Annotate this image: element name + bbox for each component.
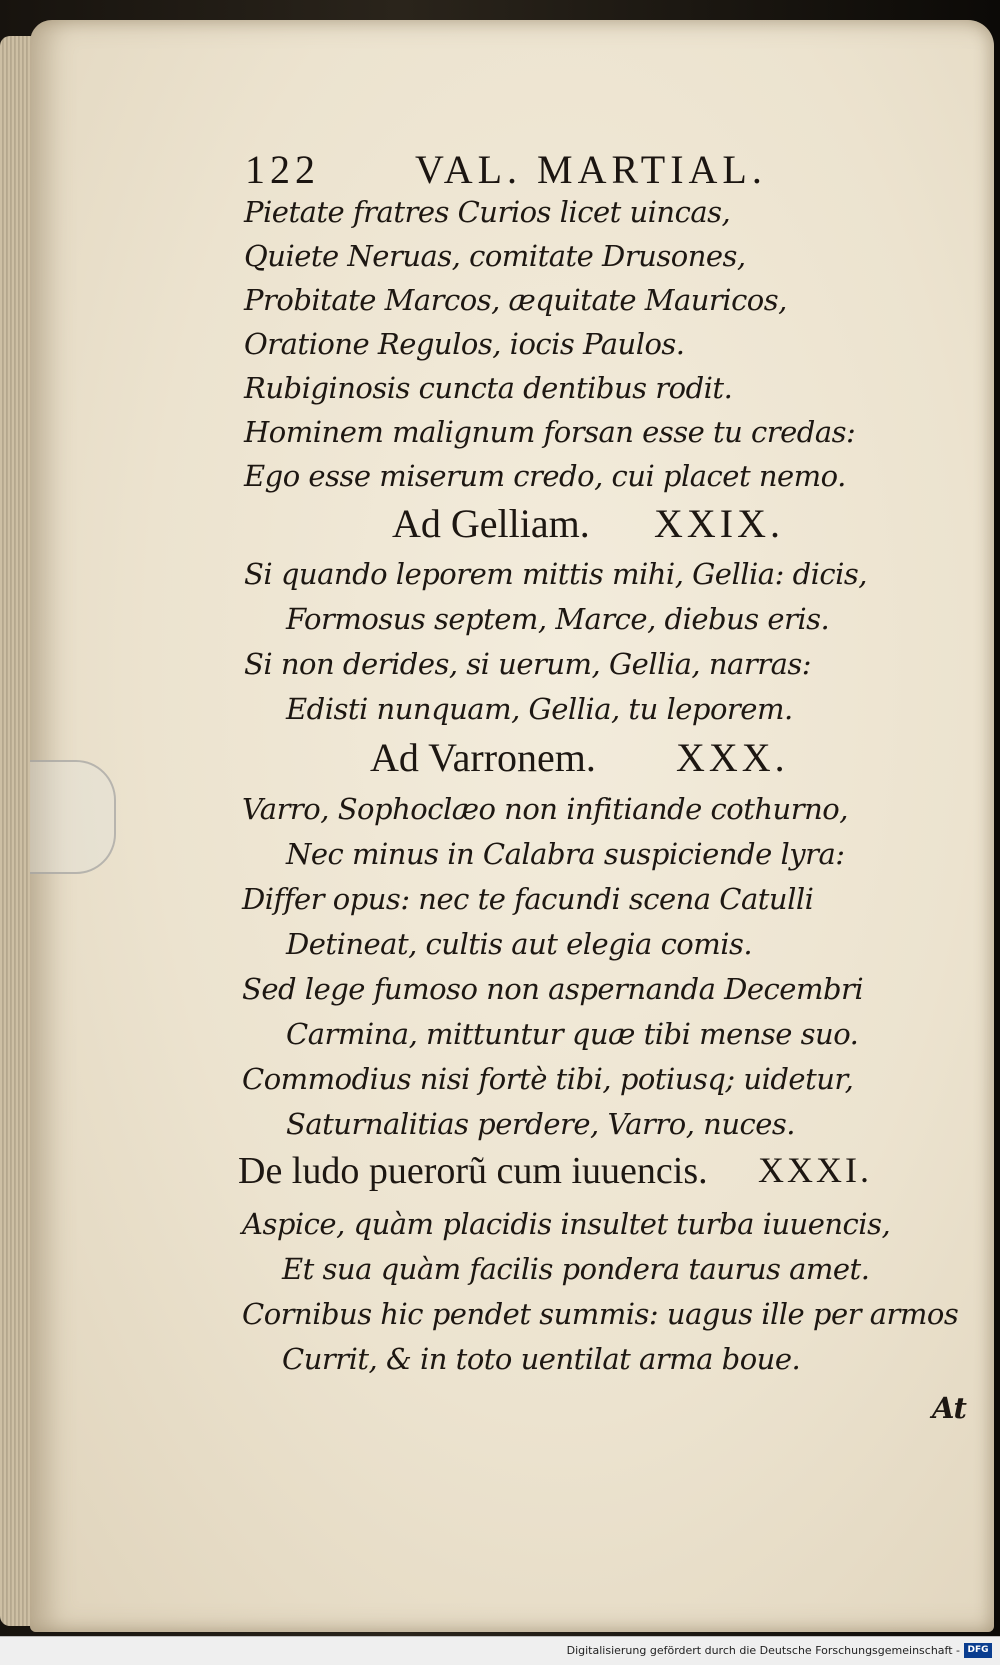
poem-line: Differ opus: nec te facundi scena Catulli (242, 882, 814, 916)
poem-line: Quiete Neruas, comitate Drusones, (244, 239, 746, 273)
poem-line: Aspice, quàm placidis insultet turba iuuencis, (242, 1207, 891, 1241)
poem-line: Oratione Regulos, iocis Paulos. (244, 327, 685, 361)
book-page (30, 20, 994, 1632)
epigram-numeral: XXXI. (758, 1150, 872, 1190)
poem-line: Hominem malignum forsan esse tu credas: (244, 415, 856, 449)
poem-line: Detineat, cultis aut elegia comis. (286, 927, 753, 961)
poem-line: Nec minus in Calabra suspiciende lyra: (286, 837, 845, 871)
epigram-title: De ludo puerorũ cum iuuencis. (238, 1150, 708, 1192)
page-number: 122 (245, 147, 320, 192)
running-title: VAL. MARTIAL. (415, 147, 767, 192)
poem-line: Probitate Marcos, æquitate Mauricos, (244, 283, 787, 317)
poem-line: Edisti nunquam, Gellia, tu leporem. (286, 692, 793, 726)
poem-line: Varro, Sophoclæo non infitiande cothurno, (242, 792, 848, 826)
poem-line: Formosus septem, Marce, diebus eris. (286, 602, 830, 636)
poem-line: Ego esse miserum credo, cui placet nemo. (244, 459, 846, 493)
epigram-numeral: XXX. (676, 735, 789, 780)
epigram-numeral: XXIX. (654, 501, 784, 546)
epigram-title: Ad Gelliam. (392, 501, 590, 546)
poem-line: Commodius nisi fortè tibi, potiusq; uidetur, (242, 1062, 854, 1096)
poem-line: Carmina, mittuntur quæ tibi mense suo. (286, 1017, 859, 1051)
page-clip (30, 760, 116, 874)
poem-line: Si non derides, si uerum, Gellia, narras: (244, 647, 812, 681)
poem-line: Sed lege fumoso non aspernanda Decembri (242, 972, 864, 1006)
poem-line: Saturnalitias perdere, Varro, nuces. (286, 1107, 796, 1141)
poem-line: Et sua quàm facilis pondera taurus amet. (282, 1252, 870, 1286)
poem-line: Cornibus hic pendet summis: uagus ille per armos (242, 1297, 959, 1331)
epigram-title: Ad Varronem. (370, 735, 596, 780)
poem-line: Si quando leporem mittis mihi, Gellia: dicis, (244, 557, 868, 591)
funding-notice: Digitalisierung gefördert durch die Deutsche Forschungsgemeinschaft - (566, 1644, 960, 1657)
footer-bar (0, 1636, 1000, 1665)
poem-line: Rubiginosis cuncta dentibus rodit. (244, 371, 733, 405)
catchword: At (932, 1391, 967, 1425)
dfg-logo-icon: DFG (964, 1643, 992, 1658)
poem-line: Pietate fratres Curios licet uincas, (244, 195, 731, 229)
poem-line: Currit, & in toto uentilat arma boue. (282, 1342, 801, 1376)
